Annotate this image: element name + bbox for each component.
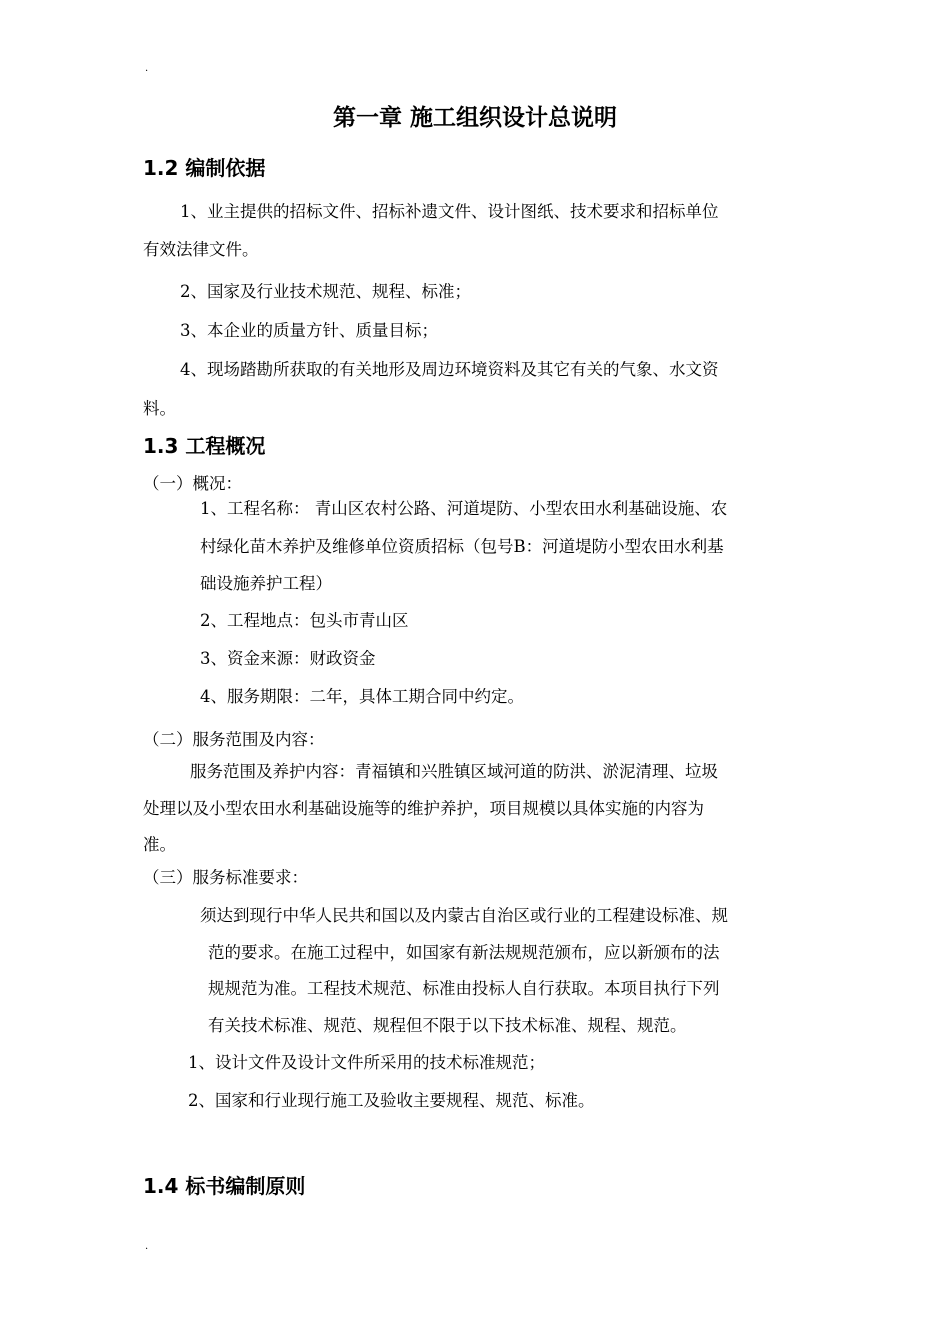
section-heading-1-2: 1.2 编制依据 <box>143 156 266 180</box>
subsection-heading: （二）服务范围及内容： <box>143 730 325 749</box>
paragraph-line: 准。 <box>143 835 176 854</box>
paragraph-line: 1、设计文件及设计文件所采用的技术标准规范； <box>188 1053 545 1072</box>
paragraph-line: 须达到现行中华人民共和国以及内蒙古自治区或行业的工程建设标准、规 <box>200 906 728 925</box>
paragraph-line: 规规范为准。工程技术规范、标准由投标人自行获取。本项目执行下列 <box>208 979 720 998</box>
paragraph-line: 处理以及小型农田水利基础设施等的维护养护，项目规模以具体实施的内容为 <box>143 799 704 818</box>
paragraph-line: 有关技术标准、规范、规程但不限于以下技术标准、规程、规范。 <box>208 1016 687 1035</box>
paragraph-line: 4、现场踏勘所获取的有关地形及周边环境资料及其它有关的气象、水文资 <box>180 360 719 379</box>
paragraph-line: 范的要求。在施工过程中，如国家有新法规规范颁布，应以新颁布的法 <box>208 943 720 962</box>
paragraph-line: 3、资金来源：财政资金 <box>200 649 376 668</box>
paragraph-line: 2、工程地点：包头市青山区 <box>200 611 409 630</box>
paragraph-line: 2、国家及行业技术规范、规程、标准； <box>180 282 471 301</box>
paragraph-line: 3、本企业的质量方针、质量目标； <box>180 321 438 340</box>
paragraph-line: 有效法律文件。 <box>143 240 259 259</box>
paragraph-line: 2、国家和行业现行施工及验收主要规程、规范、标准。 <box>188 1091 595 1110</box>
header-mark: . <box>145 63 149 74</box>
subsection-heading: （三）服务标准要求： <box>143 868 308 887</box>
subsection-heading: （一）概况： <box>143 474 242 493</box>
paragraph-line: 村绿化苗木养护及维修单位资质招标（包号B：河道堤防小型农田水利基 <box>200 537 724 556</box>
paragraph-line: 4、服务期限：二年，具体工期合同中约定。 <box>200 687 524 706</box>
section-heading-1-4: 1.4 标书编制原则 <box>143 1174 306 1198</box>
paragraph-line: 料。 <box>143 399 176 418</box>
paragraph-line: 服务范围及养护内容：青福镇和兴胜镇区域河道的防洪、淤泥清理、垃圾 <box>190 762 718 781</box>
paragraph-line: 1、业主提供的招标文件、招标补遗文件、设计图纸、技术要求和招标单位 <box>180 202 719 221</box>
paragraph-line: 1、工程名称： 青山区农村公路、河道堤防、小型农田水利基础设施、农 <box>200 499 728 518</box>
section-heading-1-3: 1.3 工程概况 <box>143 434 266 458</box>
footer-mark: . <box>145 1241 149 1252</box>
page-title: 第一章 施工组织设计总说明 <box>332 105 617 131</box>
paragraph-line: 础设施养护工程） <box>200 574 332 593</box>
